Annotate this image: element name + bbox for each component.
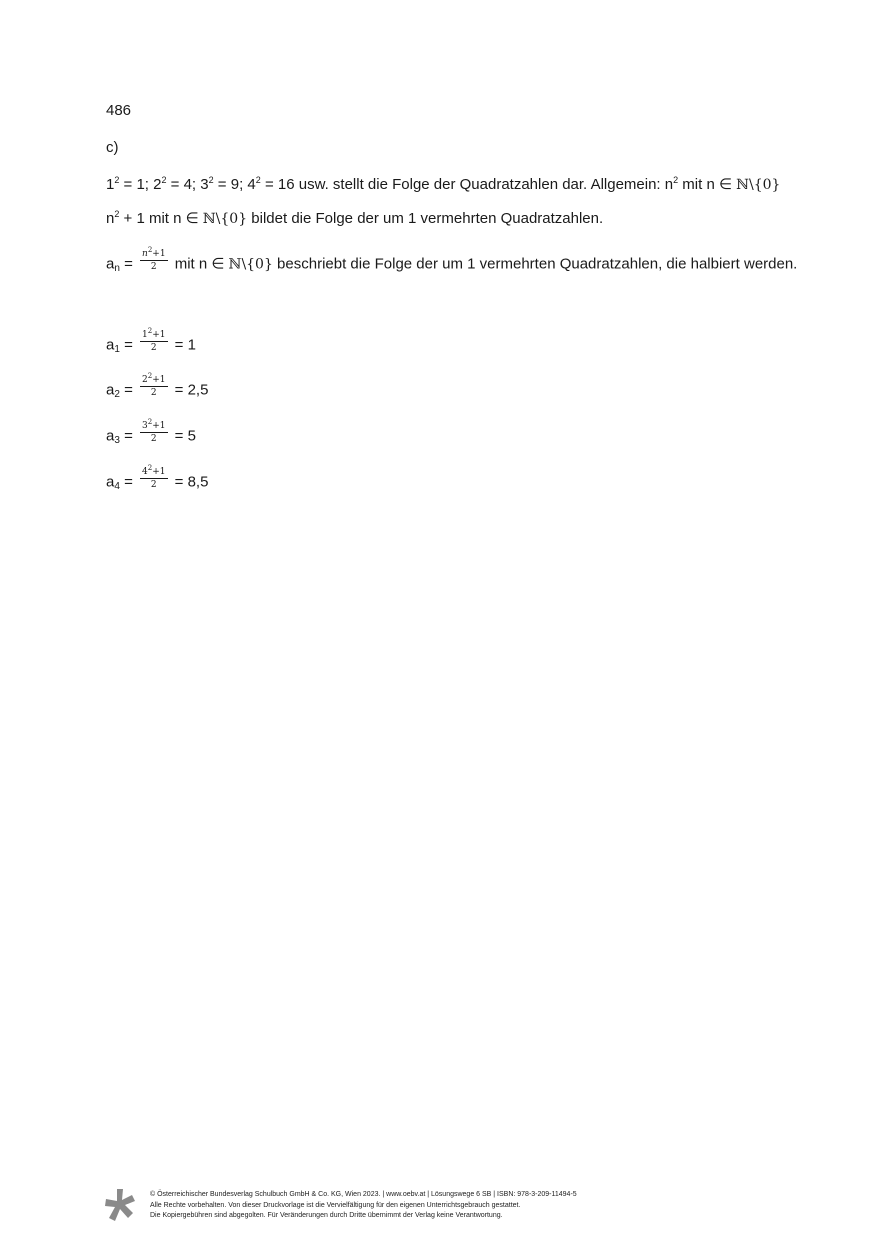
subscript: n [114, 263, 120, 275]
result: = 8,5 [170, 473, 209, 491]
text: a [106, 336, 115, 354]
fraction [140, 466, 167, 491]
text: 4 [142, 467, 148, 477]
text: n [106, 210, 115, 227]
fraction [140, 329, 167, 354]
text: = [119, 381, 138, 399]
text: mit n ∈ [170, 255, 229, 273]
fraction-numerator [140, 374, 167, 387]
oebv-star-logo-icon [104, 1188, 136, 1222]
text: +1 [152, 330, 166, 340]
text: 1 [106, 176, 115, 193]
fraction-denominator: 2 [150, 434, 157, 444]
exponent: 2 [208, 175, 214, 185]
footer-line-1: © Österreichischer Bundesverlag Schulbuch GmbH & Co. KG, Wien 2023. | www.oebv.at | Lösungswege 6 SB | ISBN: 978-3-209-11494-5 [150, 1191, 577, 1198]
fraction [140, 420, 167, 445]
text: 2 [142, 375, 148, 385]
paragraph-plus-one [106, 209, 603, 230]
variable: n [142, 249, 148, 259]
fraction-numerator [140, 248, 168, 261]
text: +1 [152, 249, 166, 259]
fraction-numerator [140, 420, 167, 433]
text: 3 [200, 176, 209, 193]
exponent: 2 [673, 175, 679, 185]
fraction-denominator: 2 [150, 388, 157, 398]
part-label: c) [106, 139, 119, 156]
paragraph-general-term [106, 246, 798, 277]
text: 1 [142, 330, 148, 340]
text: 2 [153, 176, 162, 193]
text: = [119, 427, 138, 445]
set-notation: ℕ\{0} [228, 256, 273, 273]
exponent: 2 [147, 464, 153, 472]
fraction [140, 248, 168, 273]
set-notation: ℕ\{0} [736, 177, 781, 193]
text: 3 [142, 421, 148, 431]
subscript: 2 [114, 389, 120, 401]
text: = 4; [166, 176, 201, 193]
text: +1 [152, 375, 166, 385]
exponent: 2 [147, 372, 153, 380]
footer-line-2: Alle Rechte vorbehalten. Von dieser Druckvorlage ist die Vervielfältigung für den eigenen Unterrichtsgebrauch gestattet. [150, 1201, 521, 1209]
result: = 5 [170, 427, 196, 445]
text: = 9; [213, 176, 248, 193]
text: a [106, 381, 115, 399]
result: = 2,5 [170, 381, 209, 399]
text: a [106, 473, 115, 491]
term-a2 [106, 372, 209, 403]
text: +1 [152, 421, 166, 431]
footer-line-3: Die Kopiergebühren sind abgegolten. Für Veränderungen durch Dritte übernimmt der Verlag keine Verantwortung. [150, 1212, 503, 1219]
exponent: 2 [147, 246, 153, 254]
text: +1 [152, 467, 166, 477]
exponent: 2 [147, 418, 153, 426]
result: = 1 [170, 336, 196, 354]
subscript: 1 [114, 344, 120, 356]
paragraph-square-numbers [106, 175, 780, 196]
text: = 1; [119, 176, 154, 193]
text: bildet die Folge der um 1 vermehrten Quadratzahlen. [247, 210, 604, 227]
exponent: 2 [114, 209, 120, 219]
term-a3 [106, 418, 196, 449]
footer-copyright [150, 1190, 577, 1222]
exponent: 2 [147, 327, 153, 335]
set-notation: ℕ\{0} [202, 211, 248, 227]
text: a [106, 427, 115, 445]
text: = [119, 255, 138, 273]
text: beschriebt die Folge der um 1 vermehrten Quadratzahlen, die halbiert werden. [272, 255, 798, 273]
page-number: 486 [106, 102, 132, 119]
text: a [106, 255, 115, 273]
subscript: 3 [114, 435, 120, 447]
term-a4 [106, 464, 209, 495]
text: 4 [247, 176, 256, 193]
fraction-denominator: 2 [150, 480, 157, 490]
exponent: 2 [255, 175, 261, 185]
term-a1 [106, 327, 196, 358]
exponent: 2 [161, 175, 167, 185]
fraction-numerator [140, 466, 167, 479]
text: mit n ∈ [678, 176, 737, 193]
text: + 1 mit n ∈ [119, 210, 203, 227]
fraction-numerator [140, 329, 167, 342]
text: = [119, 473, 138, 491]
fraction-denominator: 2 [150, 343, 157, 353]
fraction-denominator: 2 [150, 262, 157, 272]
exponent: 2 [114, 175, 120, 185]
text: = 16 usw. stellt die Folge der Quadratzahlen dar. Allgemein: n [260, 176, 674, 193]
fraction [140, 374, 167, 399]
subscript: 4 [114, 481, 120, 493]
text: = [119, 336, 138, 354]
